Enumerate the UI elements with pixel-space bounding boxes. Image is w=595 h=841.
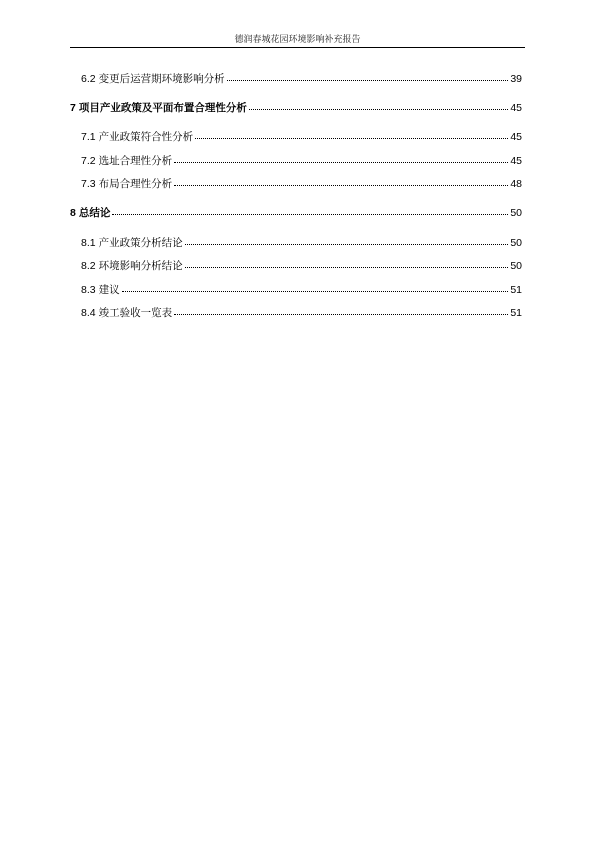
- toc-entry-page: 39: [510, 73, 522, 85]
- toc-entry[interactable]: [81, 130, 522, 144]
- toc-entry-title: 竣工验收一览表: [98, 307, 173, 319]
- dot-leader: [122, 283, 509, 293]
- toc-entry-title: 总结论: [78, 207, 111, 219]
- dot-leader: [185, 236, 509, 246]
- dot-leader: [195, 130, 508, 140]
- toc-entry-page: 45: [510, 131, 522, 143]
- toc-entry-number: 6.2: [81, 73, 96, 85]
- toc-entry[interactable]: [81, 283, 522, 297]
- toc-entry-number: 8.3: [81, 284, 96, 296]
- toc-entry[interactable]: [81, 259, 522, 273]
- toc-entry-number: 7: [70, 102, 76, 114]
- toc-entry-page: 50: [510, 260, 522, 272]
- dot-leader: [112, 206, 508, 216]
- toc-entry[interactable]: [70, 206, 522, 220]
- toc-entry[interactable]: [70, 101, 522, 115]
- toc-entry-page: 48: [510, 178, 522, 190]
- dot-leader: [227, 72, 509, 82]
- toc-entry-title: 产业政策符合性分析: [98, 131, 194, 143]
- toc-entry-number: 7.2: [81, 155, 96, 167]
- toc-entry-number: 8: [70, 207, 76, 219]
- toc-entry-page: 51: [510, 284, 522, 296]
- toc-entry[interactable]: [81, 177, 522, 191]
- dot-leader: [249, 101, 508, 111]
- toc-entry-page: 50: [510, 237, 522, 249]
- toc-entry-number: 8.4: [81, 307, 96, 319]
- toc-entry-number: 8.2: [81, 260, 96, 272]
- toc-entry-title: 环境影响分析结论: [98, 260, 183, 272]
- toc-entry[interactable]: [81, 236, 522, 250]
- toc-entry[interactable]: [81, 154, 522, 168]
- toc-entry-page: 45: [510, 102, 522, 114]
- header-divider: [70, 47, 525, 48]
- toc-entry-page: 45: [510, 155, 522, 167]
- dot-leader: [185, 259, 509, 269]
- toc-entry[interactable]: [81, 306, 522, 320]
- dot-leader: [174, 177, 508, 187]
- toc-entry-page: 51: [510, 307, 522, 319]
- toc-entry-title: 变更后运营期环境影响分析: [98, 73, 225, 85]
- toc-entry-number: 8.1: [81, 237, 96, 249]
- toc-entry-title: 布局合理性分析: [98, 178, 173, 190]
- toc-entry-number: 7.3: [81, 178, 96, 190]
- toc-entry-title: 建议: [98, 284, 120, 296]
- toc-entry[interactable]: [81, 72, 522, 86]
- toc-entry-title: 选址合理性分析: [98, 155, 173, 167]
- toc-entry-page: 50: [510, 207, 522, 219]
- dot-leader: [174, 154, 508, 164]
- dot-leader: [174, 306, 508, 316]
- page-header: 德润春城花园环境影响补充报告: [234, 34, 361, 44]
- toc-entry-number: 7.1: [81, 131, 96, 143]
- toc-entry-title: 产业政策分析结论: [98, 237, 183, 249]
- toc-entry-title: 项目产业政策及平面布置合理性分析: [78, 102, 247, 114]
